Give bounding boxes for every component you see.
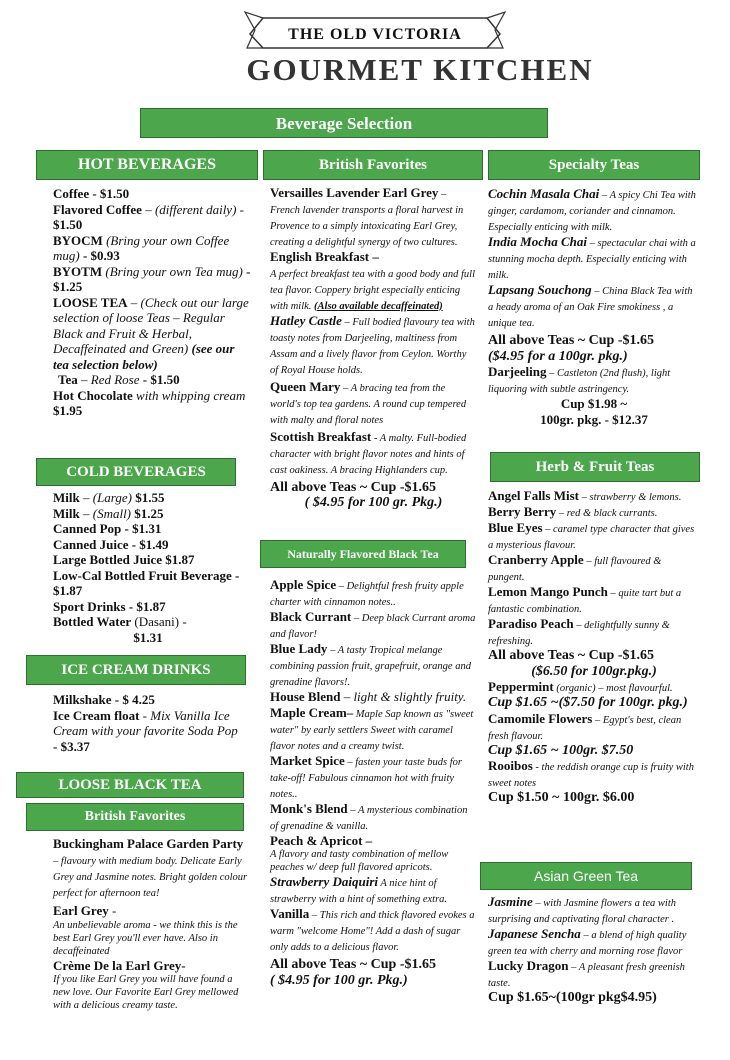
herb-fruit-list: Angel Falls Mist – strawberry & lemons. Berry Berry – red & black currants. Blue Eyes – caramel type character that gives a mysterious flavour. Cranberry Apple – full flavoured & pungent. Lemon Mango Punch – quite tart but a fantastic combination. Paradiso Peach – delightfully sunny & refreshing. All above Teas ~ Cup -$1.65 ($6.50 for 100gr.pkg.) Peppermint (organic) – most flavourful. Cup $1.65 ~($7.50 for 100gr. pkg.) Camomile Flowers – Egypt's best, clean fresh flavour. Cup $1.65 ~ 100gr. $7.50 Rooibos - the reddish orange cup is fruity with sweet notes Cup $1.50 ~ 100gr. $6.00 — [488, 488, 695, 805]
naturally-flavored-header: Naturally Flavored Black Tea — [260, 540, 466, 568]
cold-beverages-list: Milk – (Large) $1.55 Milk – (Small) $1.25 Canned Pop - $1.31 Canned Juice - $1.49 Large Bottled Juice $1.87 Low-Cal Bottled Fruit Beverage - $1.87 Sport Drinks - $1.87 Bottled Water (Dasani) - $1.31 — [53, 490, 240, 645]
loose-black-tea-header: LOOSE BLACK TEA — [16, 772, 244, 798]
loose-black-list: Buckingham Palace Garden Party – flavoury with medium body. Delicate Early Grey and Jasmine notes. Bright golden colour perfect for afternoon tea! Earl Grey - An unbelievable aroma - we think this is the best Earl Grey you'll ever have. Also in decaffeinated Crème De la Earl Grey- If you like Earl Grey you will have found a new love. Our Favorite Earl Grey mellowed with a delicious creamy taste. — [53, 836, 248, 1011]
specialty-teas-list: Cochin Masala Chai – A spicy Chi Tea with ginger, cardamom, coriander and cinnamon. Especially enticing with milk. India Mocha Chai – spectacular chai with a stunning mocha depth. Especially enticing with milk. Lapsang Souchong – China Black Tea with a heady aroma of an Oak Fire smokiness , a unique tea. All above Teas ~ Cup -$1.65 ($4.95 for a 100gr. pkg.) Darjeeling – Castleton (2nd flush), light liquoring with subtle astringency. Cup $1.98 ~ 100gr. pkg. - $12.37 — [488, 186, 696, 427]
asian-green-list: Jasmine – with Jasmine flowers a tea with surprising and captivating floral character . Japanese Sencha – a blend of high quality green tea with cherry and morning rose flavor Lucky Dragon – A pleasant fresh greenish taste. Cup $1.65~(100gr pkg$4.95) — [488, 894, 687, 1005]
british-favorites-list: Versailles Lavender Earl Grey – French lavender transports a floral harvest in Provence to a simply intoxicating Earl Grey, creating a delightful synergy of two cultures. English Breakfast – A perfect breakfast tea with a good body and full tea flavor. Coppery bright especially enticing with milk. (Also available decaffeinated) Hatley Castle – Full bodied flavoury tea with toasty notes from Darjeeling, maltiness from Assam and a lively flavor from Ceylon. Worthy of Royal House holds. Queen Mary – A bracing tea from the world's top tea gardens. A round cup tempered with malty and floral notes Scottish Breakfast - A malty. Full-bodied character with bright flavor notes and hints of cast oakiness. A bracing Highlanders cup. All above Teas ~ Cup -$1.65 ( $4.95 for 100 gr. Pkg.) — [270, 185, 476, 510]
ice-cream-drinks-header: ICE CREAM DRINKS — [26, 655, 246, 685]
british-favorites-header: British Favorites — [263, 150, 483, 180]
british-favorites-left-header: British Favorites — [26, 803, 244, 831]
hot-beverages-list: Coffee - $1.50 Flavored Coffee – (different daily) - $1.50 BYOCM (Bring your own Coffee mug) - $0.93 BYOTM (Bring your own Tea mug) - $1.25 LOOSE TEA – (Check out our large selection of loose Teas – Regular Black and Fruit & Herbal, Decaffeinated and Green) (see our tea selection below) Tea – Red Rose - $1.50 Hot Chocolate with whipping cream $1.95 — [53, 186, 253, 419]
herb-fruit-teas-header: Herb & Fruit Teas — [490, 452, 700, 482]
asian-green-tea-header: Asian Green Tea — [480, 862, 692, 890]
cold-beverages-header: COLD BEVERAGES — [36, 458, 236, 486]
specialty-teas-header: Specialty Teas — [488, 150, 700, 180]
beverage-selection-banner: Beverage Selection — [140, 108, 548, 138]
old-victoria-text: THE OLD VICTORIA — [288, 26, 462, 43]
banner-ribbon — [225, 0, 525, 60]
naturally-flavored-list: Apple Spice – Delightful fresh fruity apple charter with cinnamon notes.. Black Currant – Deep black Currant aroma and flavor! Blue Lady – A tasty Tropical melange combining passion fruit, grapefruit, orange and grenadine flavors!. House Blend – light & slightly fruity. Maple Cream– Maple Sap known as "sweet water" by early settlers Sweet with caramel flavor notes and a creamy twist. Market Spice – fasten your taste buds for take-off! Fabulous cinnamon hot with fruity notes.. Monk's Blend – A mysterious combination of grenadine & vanilla. Peach & Apricot – A flavory and tasty combination of mellow peaches w/ deep full flavored apricots. Strawberry Daiquiri A nice hint of strawberry with a hint of something extra. Vanilla – This rich and thick flavored evokes a warm "welcome Home"! Add a dash of sugar only adds to a delicious flavor. All above Teas ~ Cup -$1.65 ( $4.95 for 100 gr. Pkg.) — [270, 577, 476, 988]
ice-cream-list: Milkshake - $ 4.25 Ice Cream float - Mix Vanilla Ice Cream with your favorite Soda Pop - $3.37 — [53, 692, 238, 754]
gourmet-kitchen-title: GOURMET KITCHEN — [246, 52, 594, 87]
coffee-item: Coffee - $1.50 — [53, 186, 130, 201]
hot-beverages-header: HOT BEVERAGES — [36, 150, 258, 180]
